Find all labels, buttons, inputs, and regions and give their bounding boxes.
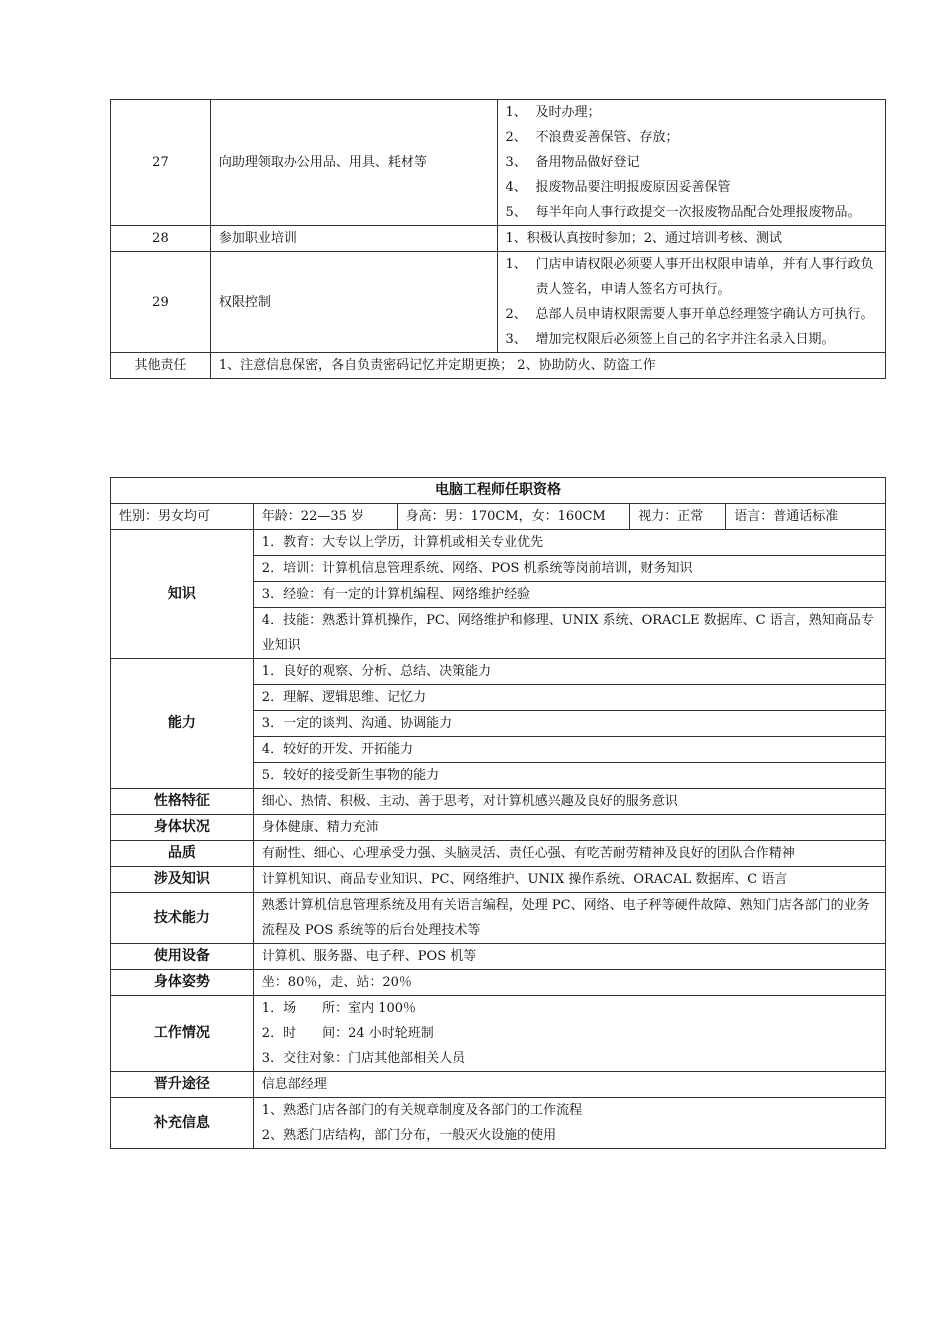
row-number: 27 xyxy=(111,100,211,226)
extra-info-label: 补充信息 xyxy=(111,1098,254,1149)
vision-requirement: 视力：正常 xyxy=(630,504,726,530)
extra-item: 1、熟悉门店各部门的有关规章制度及各部门的工作流程 xyxy=(261,1103,583,1118)
other-duties-label: 其他责任 xyxy=(111,353,211,379)
knowledge-item: 2．培训：计算机信息管理系统、网络、POS 机系统等岗前培训，财务知识 xyxy=(253,556,885,582)
row-label: 性格特征 xyxy=(111,789,254,815)
ability-item: 1．良好的观察、分析、总结、决策能力 xyxy=(253,659,885,685)
task-name: 权限控制 xyxy=(210,252,497,353)
row-value: 细心、热情、积极、主动、善于思考，对计算机感兴趣及良好的服务意识 xyxy=(253,789,885,815)
knowledge-item: 4．技能：熟悉计算机操作，PC、网络维护和修理、UNIX 系统、ORACLE 数据库、C 语言，熟知商品专业知识 xyxy=(253,608,885,659)
row-label: 身体状况 xyxy=(111,815,254,841)
row-value: 计算机、服务器、电子秤、POS 机等 xyxy=(253,944,885,970)
extra-item: 2、熟悉门店结构，部门分布，一般灭火设施的使用 xyxy=(261,1128,557,1143)
qualification-table xyxy=(110,477,886,1149)
task-name: 向助理领取办公用品、用具、耗材等 xyxy=(210,100,497,226)
task-requirements xyxy=(497,100,886,226)
basic-requirements-row xyxy=(111,504,886,530)
row-label: 技术能力 xyxy=(111,893,254,944)
ability-item: 5．较好的接受新生事物的能力 xyxy=(253,763,885,789)
age-requirement: 年龄：22—35 岁 xyxy=(253,504,397,530)
row-label: 品质 xyxy=(111,841,254,867)
row-value: 坐：80％，走、站：20％ xyxy=(253,970,885,996)
other-duties-text: 1、注意信息保密，各自负责密码记忆并定期更换； 2、协助防火、防盗工作 xyxy=(210,353,885,379)
knowledge-item: 1．教育：大专以上学历，计算机或相关专业优先 xyxy=(253,530,885,556)
work-item: 2．时 间：24 小时轮班制 xyxy=(261,1026,434,1041)
work-conditions xyxy=(253,996,885,1072)
list-item: 2、 总部人员申请权限需要人事开单总经理签字确认方可执行。 xyxy=(505,307,874,322)
language-requirement: 语言：普通话标准 xyxy=(726,504,886,530)
row-value: 熟悉计算机信息管理系统及用有关语言编程，处理 PC、网络、电子秤等硬件故障、熟知门店各部门的业务流程及 POS 系统等的后台处理技术等 xyxy=(253,893,885,944)
knowledge-item: 3．经验：有一定的计算机编程、网络维护经验 xyxy=(253,582,885,608)
list-item: 1、 及时办理； xyxy=(505,105,601,120)
row-label: 身体姿势 xyxy=(111,970,254,996)
ability-item: 4．较好的开发、开拓能力 xyxy=(253,737,885,763)
ability-item: 3．一定的谈判、沟通、协调能力 xyxy=(253,711,885,737)
work-item: 1．场 所：室内 100％ xyxy=(261,1001,417,1016)
task-requirements: 1、积极认真按时参加；2、通过培训考核、测试 xyxy=(497,226,886,252)
ability-item: 2．理解、逻辑思维、记忆力 xyxy=(253,685,885,711)
ability-label: 能力 xyxy=(111,659,254,789)
list-item: 5、 每半年向人事行政提交一次报废物品配合处理报废物品。 xyxy=(505,205,861,220)
promotion-value: 信息部经理 xyxy=(253,1072,885,1098)
row-number: 28 xyxy=(111,226,211,252)
table-row xyxy=(111,353,886,379)
row-label: 使用设备 xyxy=(111,944,254,970)
height-requirement: 身高：男：170CM，女：160CM xyxy=(397,504,630,530)
table-row xyxy=(111,252,886,353)
table-row xyxy=(111,100,886,226)
work-item: 3．交往对象：门店其他部相关人员 xyxy=(261,1051,466,1066)
list-item: 3、 备用物品做好登记 xyxy=(505,155,640,170)
row-value: 有耐性、细心、心理承受力强、头脑灵活、责任心强、有吃苦耐劳精神及良好的团队合作精神 xyxy=(253,841,885,867)
knowledge-label: 知识 xyxy=(111,530,254,659)
gender-requirement: 性别：男女均可 xyxy=(111,504,254,530)
row-label: 涉及知识 xyxy=(111,867,254,893)
list-item: 1、 门店申请权限必须要人事开出权限申请单，并有人事行政负责人签名，申请人签名方可执行。 xyxy=(505,257,874,297)
row-value: 身体健康、精力充沛 xyxy=(253,815,885,841)
table-title: 电脑工程师任职资格 xyxy=(111,478,886,504)
duty-table xyxy=(110,99,886,379)
list-item: 4、 报废物品要注明报废原因妥善保管 xyxy=(505,180,731,195)
row-number: 29 xyxy=(111,252,211,353)
table-row xyxy=(111,226,886,252)
list-item: 3、 增加完权限后必须签上自己的名字并注名录入日期。 xyxy=(505,332,835,347)
work-label: 工作情况 xyxy=(111,996,254,1072)
list-item: 2、 不浪费妥善保管、存放； xyxy=(505,130,679,145)
row-value: 计算机知识、商品专业知识、PC、网络维护、UNIX 操作系统、ORACAL 数据库、C 语言 xyxy=(253,867,885,893)
extra-info xyxy=(253,1098,885,1149)
task-requirements xyxy=(497,252,886,353)
promotion-label: 晋升途径 xyxy=(111,1072,254,1098)
task-name: 参加职业培训 xyxy=(210,226,497,252)
